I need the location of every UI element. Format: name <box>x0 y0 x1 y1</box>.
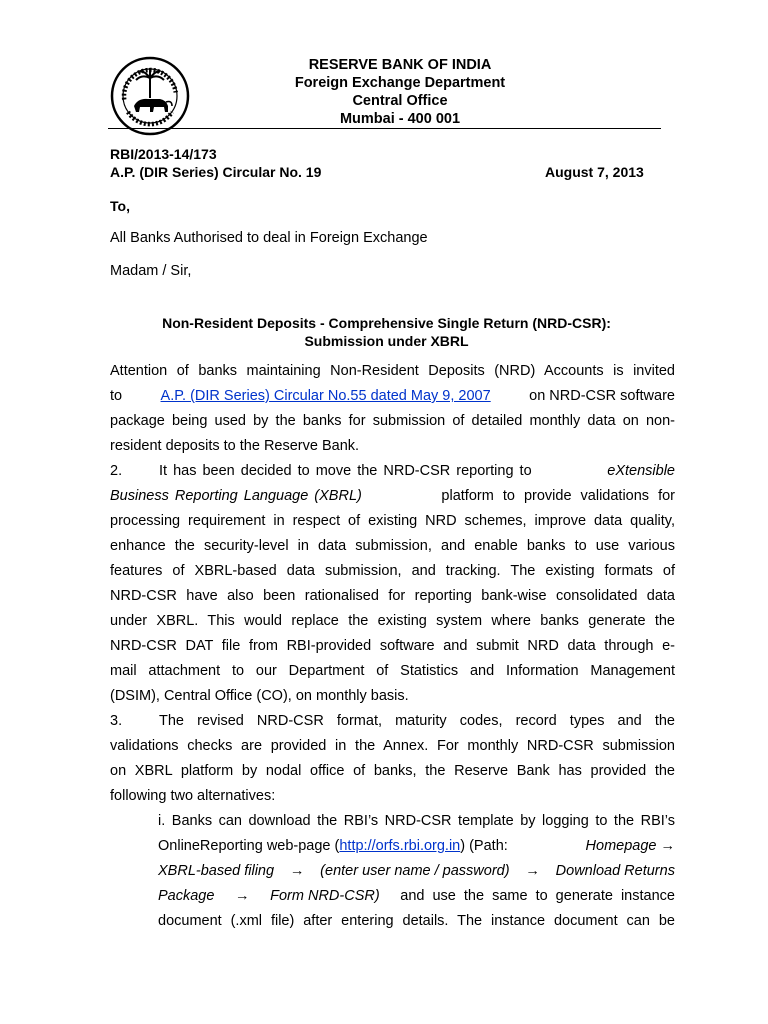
para1-text: on NRD-CSR software <box>529 388 675 404</box>
greeting: Madam / Sir, <box>110 263 192 279</box>
arrow-icon: → <box>660 838 675 854</box>
para2-line: under XBRL. This would replace the existing system where banks generate the <box>110 613 675 629</box>
subject-heading <box>110 314 663 350</box>
para3-line <box>110 712 675 730</box>
para3-text: The revised NRD-CSR format, maturity codes, record types and the <box>159 713 675 729</box>
para3-line: on XBRL platform by nodal office of banks, the Reserve Bank has provided the <box>110 763 675 779</box>
path-package: Package <box>158 888 215 904</box>
addressee: All Banks Authorised to deal in Foreign Exchange <box>110 230 428 246</box>
item1-text: ) (Path: <box>460 838 508 854</box>
para3-line: validations checks are provided in the Annex. For monthly NRD-CSR submission <box>110 738 675 754</box>
item1-line <box>158 887 675 905</box>
item1-line <box>158 837 675 855</box>
header-department: Foreign Exchange Department <box>294 75 506 91</box>
circular-number: A.P. (DIR Series) Circular No. 19 <box>110 164 322 180</box>
header-divider <box>108 128 661 129</box>
item1-text: and use the same to generate instance <box>400 888 675 904</box>
para2-italic: eXtensible <box>607 463 675 479</box>
header-office: Central Office <box>352 93 448 109</box>
subject-line-1: Non-Resident Deposits - Comprehensive Single Return (NRD-CSR): <box>162 315 611 331</box>
item1-line: document (.xml file) after entering details. The instance document can be <box>158 913 675 929</box>
para2-line <box>110 487 675 505</box>
path-form: Form NRD-CSR) <box>270 888 380 904</box>
arrow-icon: → <box>289 863 305 879</box>
para2-line: processing requirement in respect of existing NRD schemes, improve data quality, <box>110 513 675 529</box>
para2-line: NRD-CSR DAT file from RBI-provided software and submit NRD data through e- <box>110 638 675 654</box>
para2-line: features of XBRL-based data submission, and tracking. The existing formats of <box>110 563 675 579</box>
subject-line-2: Submission under XBRL <box>304 333 469 349</box>
arrow-icon: → <box>235 888 250 904</box>
arrow-icon: → <box>525 863 540 879</box>
para2-line <box>110 462 675 480</box>
circular-55-link[interactable]: A.P. (DIR Series) Circular No.55 dated May 9, 2007 <box>160 388 491 404</box>
item1-line <box>158 862 675 880</box>
path-homepage: Homepage <box>585 838 657 854</box>
para2-line: mail attachment to our Department of Statistics and Information Management <box>110 663 675 679</box>
path-credentials: (enter user name / password) <box>320 863 510 879</box>
issuer-header <box>230 56 570 128</box>
para2-text: platform to provide validations for <box>441 488 675 504</box>
para2-number: 2. <box>110 463 123 479</box>
para2-line: NRD-CSR have also been rationalised for reporting bank-wise consolidated data <box>110 588 675 604</box>
para1-line: package being used by the banks for submission of detailed monthly data on non- <box>110 413 675 429</box>
para1-line: Attention of banks maintaining Non-Resident Deposits (NRD) Accounts is invited <box>110 363 675 379</box>
rbi-seal-logo <box>110 56 190 136</box>
reference-number: RBI/2013-14/173 <box>110 146 217 162</box>
para2-text: It has been decided to move the NRD-CSR reporting to <box>159 463 532 479</box>
item1-text: OnlineReporting web-page ( <box>158 838 340 854</box>
para2-italic: Business Reporting Language (XBRL) <box>110 488 362 504</box>
para1-line: resident deposits to the Reserve Bank. <box>110 438 360 454</box>
para2-line: enhance the security-level in data submission, and enable banks to use various <box>110 538 675 554</box>
to-line: To, <box>110 198 130 214</box>
circular-date: August 7, 2013 <box>545 164 644 180</box>
header-bank-name: RESERVE BANK OF INDIA <box>308 57 492 73</box>
path-xbrl-filing: XBRL-based filing <box>158 863 275 879</box>
para1-line <box>110 387 675 405</box>
para3-number: 3. <box>110 713 123 729</box>
para1-text: to <box>110 388 123 404</box>
path-download-returns: Download Returns <box>555 863 675 879</box>
para2-line: (DSIM), Central Office (CO), on monthly basis. <box>110 688 409 704</box>
orfs-link[interactable]: http://orfs.rbi.org.in <box>339 838 461 854</box>
item1-line: i. Banks can download the RBI’s NRD-CSR template by logging to the RBI’s <box>158 813 675 829</box>
para3-line: following two alternatives: <box>110 788 276 804</box>
header-city: Mumbai - 400 001 <box>339 111 461 127</box>
